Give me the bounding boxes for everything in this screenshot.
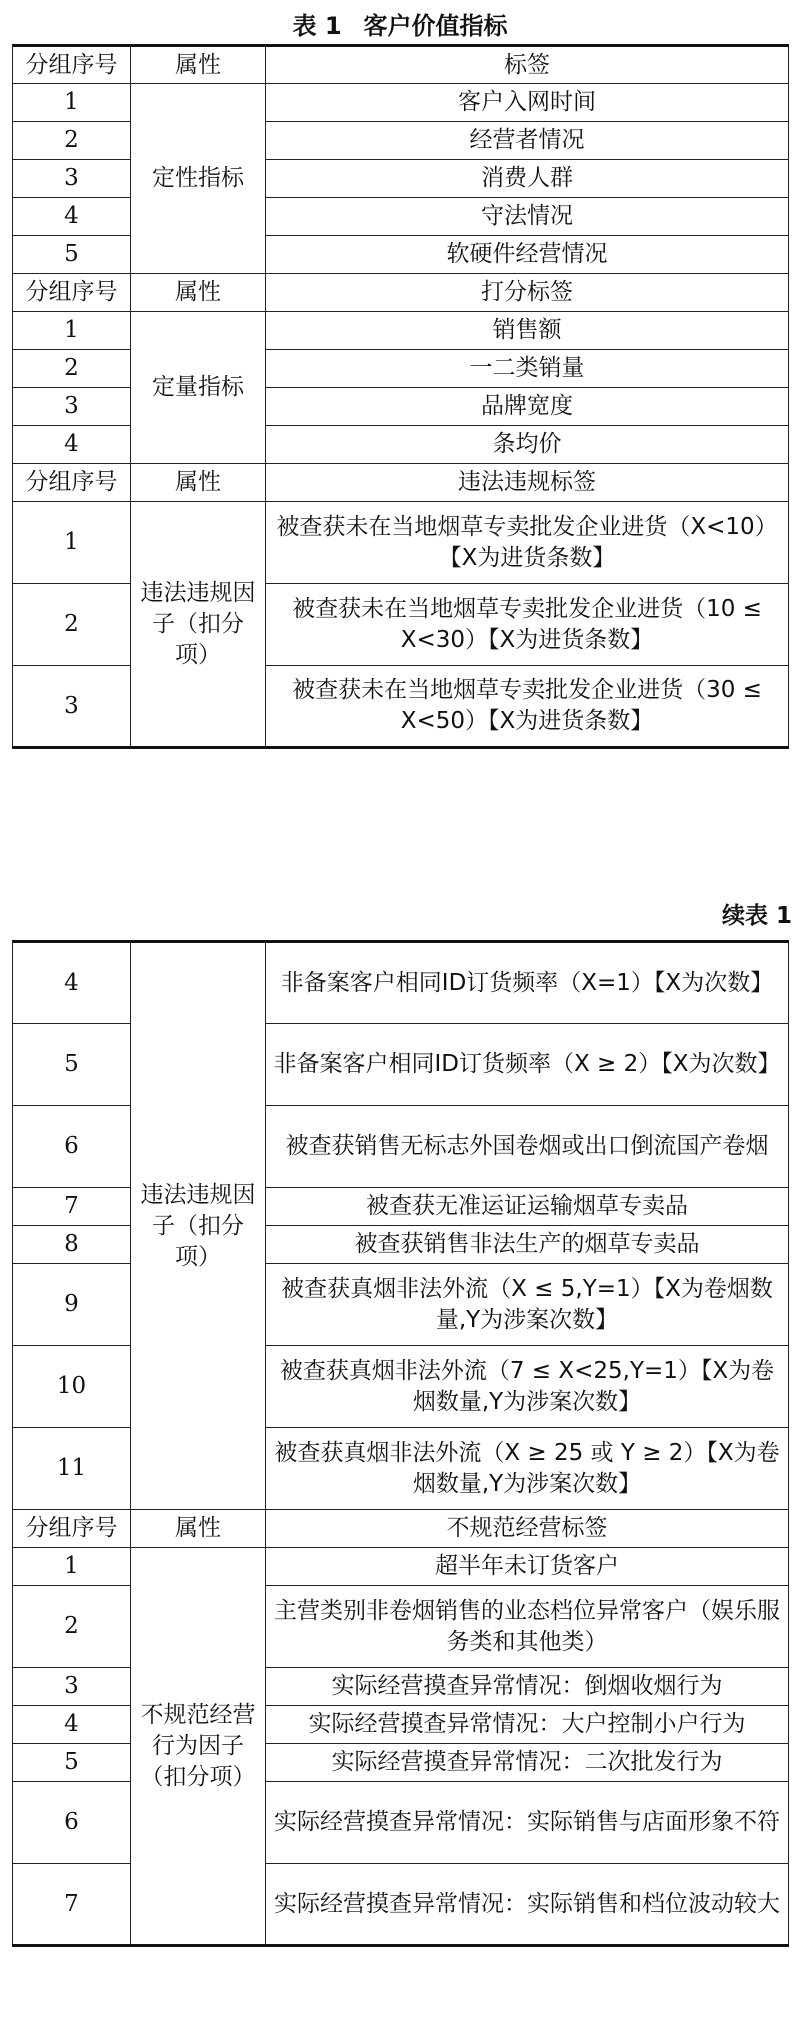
header-label: 违法违规标签 xyxy=(266,464,789,502)
header-row xyxy=(13,464,789,502)
label-cell: 条均价 xyxy=(266,426,789,464)
table-row xyxy=(13,426,789,464)
seq-cell: 6 xyxy=(13,1106,131,1188)
table-row xyxy=(13,1264,789,1346)
label-cell: 非备案客户相同ID订货频率（X ≥ 2）【X为次数】 xyxy=(266,1024,789,1106)
seq-cell: 1 xyxy=(13,312,131,350)
table-row xyxy=(13,1024,789,1106)
value-index-table xyxy=(12,44,789,749)
label-cell: 非备案客户相同ID订货频率（X=1）【X为次数】 xyxy=(266,942,789,1024)
table-row xyxy=(13,388,789,426)
label-cell: 一二类销量 xyxy=(266,350,789,388)
label-cell: 被查获销售无标志外国卷烟或出口倒流国产卷烟 xyxy=(266,1106,789,1188)
label-cell: 被查获销售非法生产的烟草专卖品 xyxy=(266,1226,789,1264)
label-cell: 被查获真烟非法外流（X ≤ 5,Y=1）【X为卷烟数量,Y为涉案次数】 xyxy=(266,1264,789,1346)
header-label: 不规范经营标签 xyxy=(266,1510,789,1548)
label-cell: 被查获无准运证运输烟草专卖品 xyxy=(266,1188,789,1226)
attribute-cell: 违法违规因子（扣分项） xyxy=(131,502,266,748)
seq-cell: 11 xyxy=(13,1428,131,1510)
table-row xyxy=(13,1428,789,1510)
table-row xyxy=(13,1782,789,1864)
label-cell: 被查获真烟非法外流（7 ≤ X<25,Y=1）【X为卷烟数量,Y为涉案次数】 xyxy=(266,1346,789,1428)
header-attr: 属性 xyxy=(131,1510,266,1548)
label-cell: 实际经营摸查异常情况：实际销售与店面形象不符 xyxy=(266,1782,789,1864)
label-cell: 消费人群 xyxy=(266,160,789,198)
table-row xyxy=(13,1188,789,1226)
header-row xyxy=(13,46,789,84)
seq-cell: 4 xyxy=(13,1706,131,1744)
label-cell: 超半年未订货客户 xyxy=(266,1548,789,1586)
seq-cell: 5 xyxy=(13,1744,131,1782)
attribute-cell: 定性指标 xyxy=(131,84,266,274)
seq-cell: 2 xyxy=(13,350,131,388)
seq-cell: 4 xyxy=(13,426,131,464)
header-seq: 分组序号 xyxy=(13,274,131,312)
seq-cell: 3 xyxy=(13,160,131,198)
seq-cell: 4 xyxy=(13,942,131,1024)
seq-cell: 1 xyxy=(13,84,131,122)
seq-cell: 5 xyxy=(13,236,131,274)
header-seq: 分组序号 xyxy=(13,464,131,502)
table-row xyxy=(13,1586,789,1668)
table-row xyxy=(13,84,789,122)
header-row xyxy=(13,274,789,312)
seq-cell: 2 xyxy=(13,584,131,666)
table-title: 客户价值指标 xyxy=(363,12,508,40)
continued-caption: 续表 1 xyxy=(721,903,792,929)
seq-cell: 1 xyxy=(13,502,131,584)
seq-cell: 6 xyxy=(13,1782,131,1864)
table-row xyxy=(13,584,789,666)
seq-cell: 8 xyxy=(13,1226,131,1264)
table-row xyxy=(13,312,789,350)
header-label: 标签 xyxy=(266,46,789,84)
seq-cell: 3 xyxy=(13,666,131,748)
seq-cell: 7 xyxy=(13,1864,131,1946)
table-row xyxy=(13,502,789,584)
table-row xyxy=(13,236,789,274)
table-row xyxy=(13,1548,789,1586)
table-row xyxy=(13,942,789,1024)
label-cell: 软硬件经营情况 xyxy=(266,236,789,274)
label-cell: 被查获未在当地烟草专卖批发企业进货（30 ≤ X<50）【X为进货条数】 xyxy=(266,666,789,748)
seq-cell: 2 xyxy=(13,1586,131,1668)
seq-cell: 4 xyxy=(13,198,131,236)
table-row xyxy=(13,1226,789,1264)
seq-cell: 5 xyxy=(13,1024,131,1106)
seq-cell: 7 xyxy=(13,1188,131,1226)
header-attr: 属性 xyxy=(131,274,266,312)
seq-cell: 9 xyxy=(13,1264,131,1346)
label-cell: 被查获未在当地烟草专卖批发企业进货（X<10）【X为进货条数】 xyxy=(266,502,789,584)
label-cell: 实际经营摸查异常情况：二次批发行为 xyxy=(266,1744,789,1782)
label-cell: 主营类别非卷烟销售的业态档位异常客户（娱乐服务类和其他类） xyxy=(266,1586,789,1668)
table-row xyxy=(13,198,789,236)
attribute-cell: 不规范经营行为因子（扣分项） xyxy=(131,1548,266,1946)
value-index-table-continued xyxy=(12,940,789,1947)
seq-cell: 1 xyxy=(13,1548,131,1586)
header-attr: 属性 xyxy=(131,46,266,84)
seq-cell: 3 xyxy=(13,1668,131,1706)
header-seq: 分组序号 xyxy=(13,1510,131,1548)
header-seq: 分组序号 xyxy=(13,46,131,84)
label-cell: 客户入网时间 xyxy=(266,84,789,122)
table-row xyxy=(13,666,789,748)
table-row xyxy=(13,160,789,198)
table-row xyxy=(13,1744,789,1782)
label-cell: 销售额 xyxy=(266,312,789,350)
table-row xyxy=(13,350,789,388)
table-row xyxy=(13,1346,789,1428)
header-row xyxy=(13,1510,789,1548)
label-cell: 实际经营摸查异常情况：实际销售和档位波动较大 xyxy=(266,1864,789,1946)
label-cell: 被查获未在当地烟草专卖批发企业进货（10 ≤ X<30）【X为进货条数】 xyxy=(266,584,789,666)
label-cell: 品牌宽度 xyxy=(266,388,789,426)
label-cell: 实际经营摸查异常情况：大户控制小户行为 xyxy=(266,1706,789,1744)
seq-cell: 10 xyxy=(13,1346,131,1428)
seq-cell: 3 xyxy=(13,388,131,426)
header-attr: 属性 xyxy=(131,464,266,502)
table-row xyxy=(13,1668,789,1706)
table-row xyxy=(13,1106,789,1188)
table-row xyxy=(13,122,789,160)
table-row xyxy=(13,1864,789,1946)
label-cell: 守法情况 xyxy=(266,198,789,236)
attribute-cell: 定量指标 xyxy=(131,312,266,464)
table-number: 表 1 xyxy=(292,12,342,40)
table-caption xyxy=(0,10,800,42)
header-label: 打分标签 xyxy=(266,274,789,312)
label-cell: 经营者情况 xyxy=(266,122,789,160)
seq-cell: 2 xyxy=(13,122,131,160)
label-cell: 被查获真烟非法外流（X ≥ 25 或 Y ≥ 2）【X为卷烟数量,Y为涉案次数】 xyxy=(266,1428,789,1510)
attribute-cell: 违法违规因子（扣分项） xyxy=(131,942,266,1510)
table-row xyxy=(13,1706,789,1744)
label-cell: 实际经营摸查异常情况：倒烟收烟行为 xyxy=(266,1668,789,1706)
